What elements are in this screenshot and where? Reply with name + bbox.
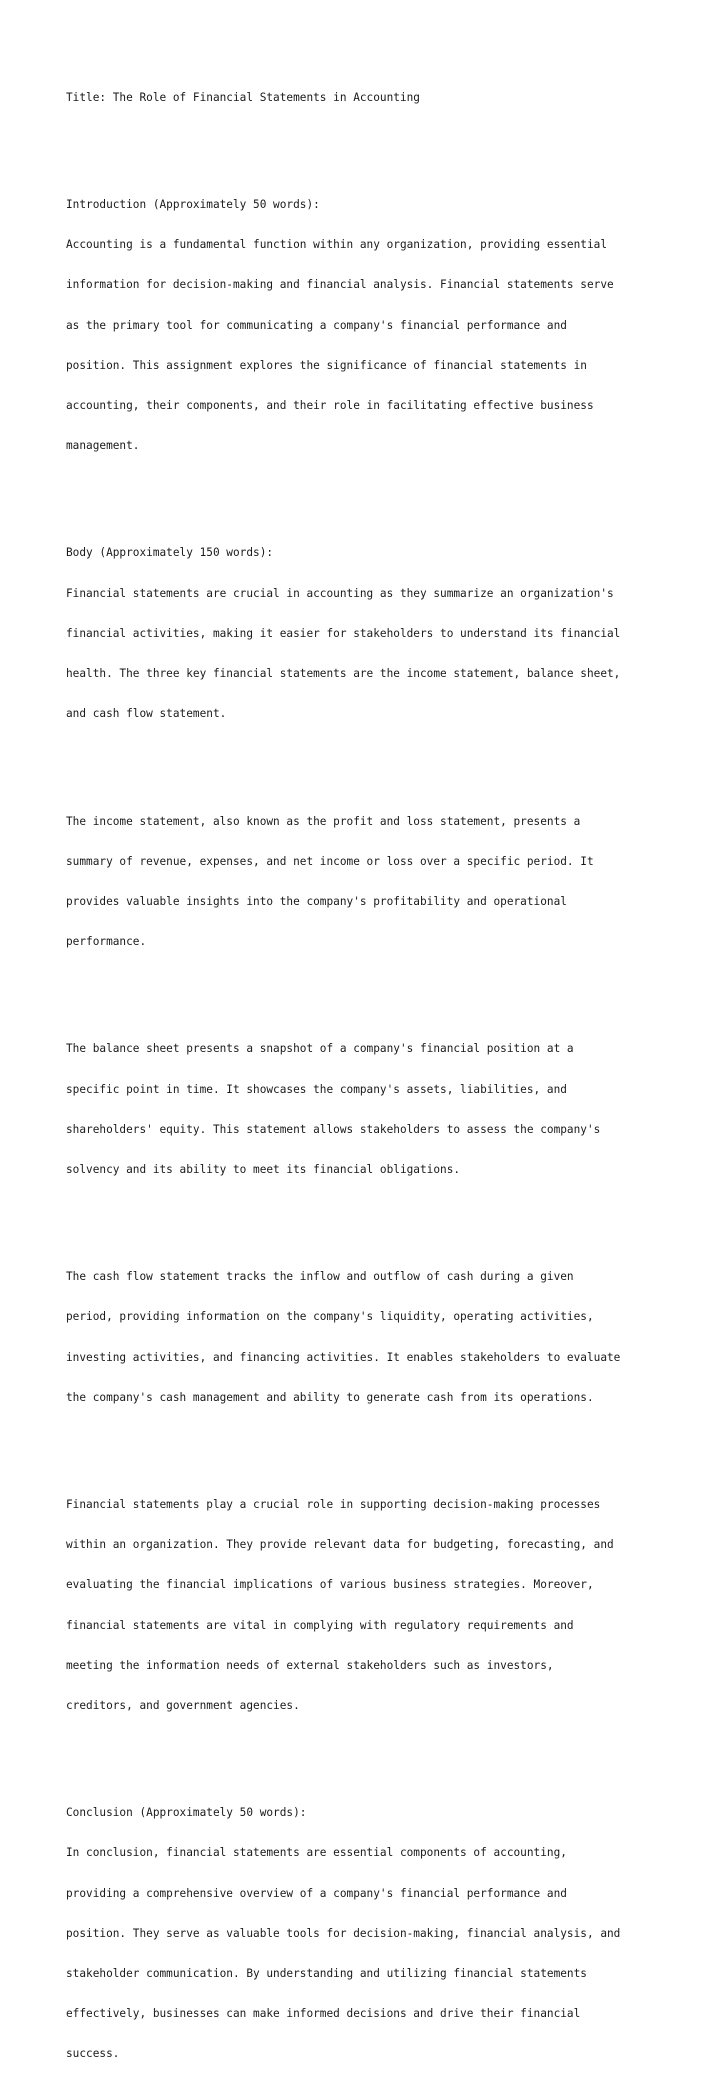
section-heading: Introduction (Approximately 50 words): [66,198,320,212]
paragraph-line: meeting the information needs of external stakeholders such as investors, [66,1658,554,1672]
paragraph-line: accounting, their components, and their role in facilitating effective business [66,399,594,413]
blank-line [66,131,666,144]
blank-line [66,479,666,492]
paragraph-line: In conclusion, financial statements are essential components of accounting, [66,1846,567,1860]
blank-line [66,975,666,988]
paragraph-line: provides valuable insights into the company's profitability and operational [66,894,567,908]
paragraph-line: health. The three key financial statements are the income statement, balance sheet, [66,667,621,681]
paragraph-line: position. This assignment explores the significance of financial statements in [66,358,587,372]
paragraph-line: The income statement, also known as the profit and loss statement, presents a [66,814,581,828]
paragraph-line: creditors, and government agencies. [66,1699,300,1712]
paragraph-line: financial statements are vital in complying with regulatory requirements and [66,1618,574,1632]
document-body [66,64,666,2088]
paragraph-line: investing activities, and financing activities. It enables stakeholders to evaluate [66,1350,621,1364]
paragraph-line: financial activities, making it easier for stakeholders to understand its financial [66,626,621,640]
paragraph-line: success. [66,2047,120,2061]
blank-line [66,747,666,760]
section-heading: Body (Approximately 150 words): [66,546,274,560]
paragraph-line: shareholders' equity. This statement allows stakeholders to assess the company's [66,1122,601,1136]
paragraph-line: effectively, businesses can make informed decisions and drive their financial [66,2007,581,2021]
paragraph-line: providing a comprehensive overview of a company's financial performance and [66,1886,567,1900]
paragraph-line: information for decision-making and financial analysis. Financial statements serve [66,278,614,292]
paragraph-line: performance. [66,935,147,949]
blank-line [66,1203,666,1216]
paragraph-line: specific point in time. It showcases the company's assets, liabilities, and [66,1082,567,1096]
blank-line [66,1431,666,1444]
paragraph-line: as the primary tool for communicating a company's financial performance and [66,318,567,332]
document-title: Title: The Role of Financial Statements in Accounting [66,90,420,104]
paragraph-line: Financial statements are crucial in accounting as they summarize an organization's [66,586,614,600]
paragraph-line: Financial statements play a crucial role in supporting decision-making processes [66,1497,601,1511]
paragraph-line: the company's cash management and ability to generate cash from its operations. [66,1390,594,1404]
paragraph-line: management. [66,439,140,453]
paragraph-line: The cash flow statement tracks the inflow and outflow of cash during a given [66,1270,574,1284]
paragraph-line: evaluating the financial implications of various business strategies. Moreover, [66,1578,594,1592]
paragraph-line: solvency and its ability to meet its financial obligations. [66,1162,461,1176]
paragraph-line: within an organization. They provide relevant data for budgeting, forecasting, and [66,1538,614,1552]
paragraph-line: Accounting is a fundamental function within any organization, providing essential [66,238,607,252]
paragraph-line: period, providing information on the company's liquidity, operating activities, [66,1310,594,1324]
paragraph-line: stakeholder communication. By understanding and utilizing financial statements [66,1967,587,1981]
section-heading: Conclusion (Approximately 50 words): [66,1806,307,1820]
paragraph-line: position. They serve as valuable tools for decision-making, financial analysis, and [66,1926,621,1940]
blank-line [66,1739,666,1752]
paragraph-line: The balance sheet presents a snapshot of a company's financial position at a [66,1042,574,1056]
paragraph-line: and cash flow statement. [66,707,227,721]
paragraph-line: summary of revenue, expenses, and net income or loss over a specific period. It [66,854,594,868]
